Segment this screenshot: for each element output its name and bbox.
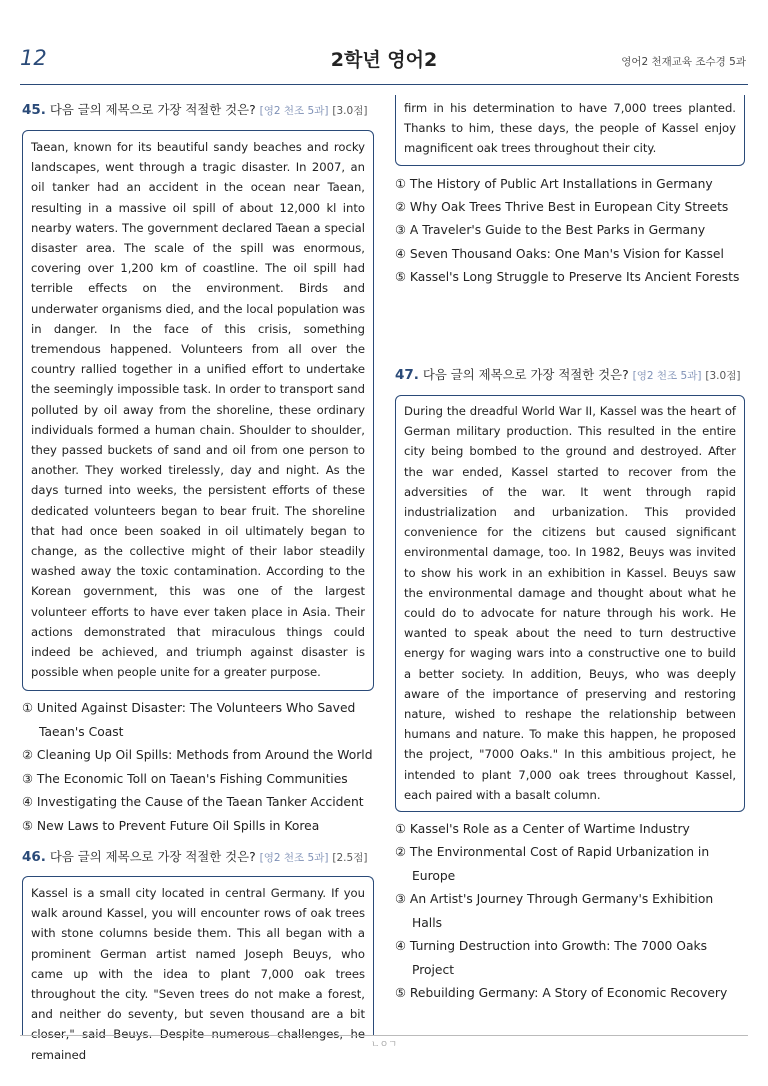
question-source: [영2 천조 5과] — [259, 105, 329, 117]
answer-option[interactable]: ① United Against Disaster: The Volunteers Who Saved Taean's Coast — [22, 701, 356, 739]
question-46-continued — [395, 95, 745, 290]
answer-option[interactable]: ② Why Oak Trees Thrive Best in European City Streets — [395, 200, 729, 215]
answer-option[interactable]: ③ The Economic Toll on Taean's Fishing Communities — [22, 771, 348, 786]
passage-box-continued — [395, 95, 745, 166]
answer-options — [22, 697, 374, 837]
answer-option[interactable]: ④ Investigating the Cause of the Taean Tanker Accident — [22, 795, 364, 810]
answer-option[interactable]: ④ Turning Destruction into Growth: The 7000 Oaks Project — [395, 939, 708, 977]
answer-options — [395, 173, 745, 290]
passage-text: firm in his determination to have 7,000 trees planted. Thanks to him, these days, the people of Kassel enjoy magnificent oak trees throughout their city. — [404, 101, 736, 156]
question-text: 다음 글의 제목으로 가장 적절한 것은? — [422, 367, 629, 382]
passage-text: During the dreadful World War II, Kassel was the heart of German military production. This resulted in the entire city being bombed to the ground and destroyed. After the war ended, Kassel started to recover from the adversities of the war. It went through rapid industrialization and urbanization. This provided convenience for the citizens but caused significant environmental damage, too. In 1982, Beuys was invited to show his work in an exhibition in Kassel. Beuys saw the environmental damage and thought about what he could do to advocate for nature through his work. He wanted to speak about the need to turn destructive energy for waging wars into a constructive one to build a better society. In addition, Beuys, who was deeply aware of the importance of preserving and restoring nature, wished to reshape the relationship between humans and nature. To make this happen, he proposed the project, "7000 Oaks." In this ambitious project, he intended to plant 7,000 oak trees throughout Kassel, each paired with a basalt column. — [404, 404, 736, 802]
answer-option[interactable]: ⑤ New Laws to Prevent Future Oil Spills in Korea — [22, 818, 320, 833]
question-text: 다음 글의 제목으로 가장 적절한 것은? — [49, 849, 256, 864]
passage-text: Kassel is a small city located in central Germany. If you walk around Kassel, you will encounter rows of oak trees with stone columns beside them. This all began with a prominent German artist named Joseph Beuys, who came up with the idea to plant 7,000 oak trees throughout the city. "Seven trees do not make a forest, and neither do seventy, but seven thousand are a bit closer," said Beuys. Despite numerous challenges, he remained — [31, 886, 365, 1062]
answer-option[interactable]: ① The History of Public Art Installations in Germany — [395, 176, 713, 191]
answer-option[interactable]: ⑤ Kassel's Long Struggle to Preserve Its Ancient Forests — [395, 270, 740, 285]
question-points: [3.0점] — [705, 370, 741, 382]
question-text: 다음 글의 제목으로 가장 적절한 것은? — [49, 102, 256, 117]
page-title: 2학년 영어2 — [330, 49, 438, 71]
question-46 — [22, 848, 374, 1062]
question-points: [3.0점] — [332, 105, 368, 117]
page-number: 12 — [20, 46, 47, 70]
question-45-prompt — [22, 101, 374, 120]
question-45 — [22, 101, 374, 838]
passage-box — [395, 395, 745, 812]
question-source: [영2 천조 5과] — [259, 852, 329, 864]
question-number: 47. — [395, 367, 419, 383]
page-footer-mark: ㄴㅇㄱ — [370, 1040, 398, 1050]
question-47-prompt — [395, 366, 745, 385]
answer-option[interactable]: ④ Seven Thousand Oaks: One Man's Vision for Kassel — [395, 246, 724, 261]
question-number: 45. — [22, 102, 46, 118]
question-points: [2.5점] — [332, 852, 368, 864]
answer-option[interactable]: ② The Environmental Cost of Rapid Urbanization in Europe — [395, 845, 710, 883]
question-source: [영2 천조 5과] — [632, 370, 702, 382]
passage-box — [22, 876, 374, 1062]
passage-box — [22, 130, 374, 691]
answer-option[interactable]: ③ A Traveler's Guide to the Best Parks in Germany — [395, 223, 706, 238]
answer-option[interactable]: ⑤ Rebuilding Germany: A Story of Economic Recovery — [395, 985, 728, 1000]
question-number: 46. — [22, 849, 46, 865]
answer-option[interactable]: ② Cleaning Up Oil Spills: Methods from Around the World — [22, 748, 373, 763]
answer-options — [395, 818, 745, 1005]
question-47 — [395, 366, 745, 1005]
answer-option[interactable]: ① Kassel's Role as a Center of Wartime Industry — [395, 822, 690, 837]
header-divider — [20, 84, 748, 85]
page-subtitle: 영어2 천재교육 조수경 5과 — [621, 56, 746, 68]
footer-divider — [20, 1035, 748, 1036]
question-46-prompt — [22, 848, 374, 867]
answer-option[interactable]: ③ An Artist's Journey Through Germany's Exhibition Halls — [395, 892, 714, 930]
passage-text: Taean, known for its beautiful sandy beaches and rocky landscapes, went through a tragic disaster. In 2007, an oil tanker had an accident in the ocean near Taean, resulting in a massive oil spill of about 12,000 kl into nearby waters. The government declared Taean a special disaster area. The scale of the spill was enormous, covering over 1,200 km of coastline. The oil spill had terrible effects on the environment. Birds and underwater organisms died, and the local population was in danger. In the face of this crisis, something tremendous happened. Volunteers from all over the country rallied together in a unified effort to undertake the seemingly impossible task. In order to transport sand polluted by oil away from the shoreline, these ordinary individuals formed a human chain. Shoulder to shoulder, they passed buckets of sand and oil from one person to another. They worked tirelessly, day and night. As the days turned into weeks, the persistent efforts of these dedicated volunteers began to bear fruit. The shoreline that had once been soaked in oil ultimately began to change, as the collective might of their labor steadily washed away the toxic contamination. According to the Korean government, this was one of the largest volunteer efforts to have ever taken place in Asia. Their actions demonstrated that miraculous things could indeed be achieved, and triumph against disaster is possible when people unite for a greater purpose. — [31, 140, 365, 680]
